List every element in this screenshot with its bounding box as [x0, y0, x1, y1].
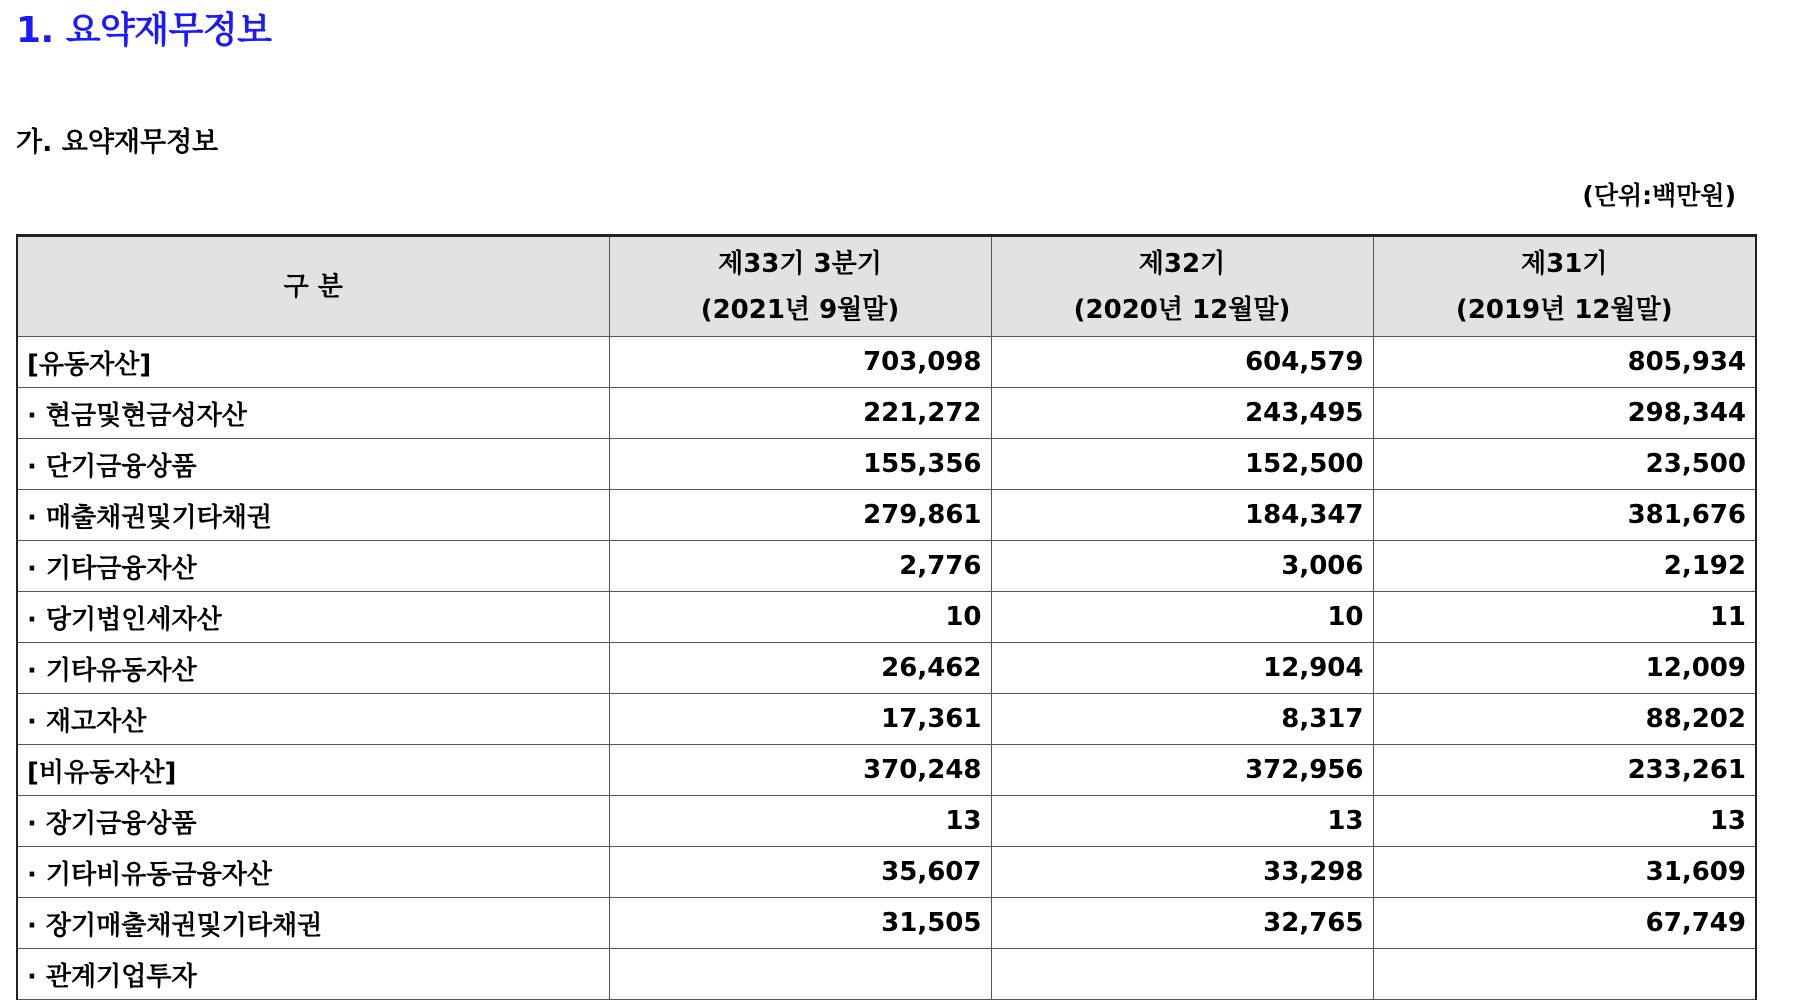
row-value: 11	[1373, 592, 1756, 643]
header-period-date: (2020년 12월말)	[1073, 294, 1291, 325]
financial-summary-table	[16, 234, 1757, 1000]
row-value	[991, 949, 1373, 1000]
row-value: 152,500	[991, 439, 1373, 490]
row-label: · 장기금융상품	[17, 796, 609, 847]
header-row	[17, 236, 1756, 337]
row-label: [유동자산]	[17, 337, 609, 388]
row-value: 604,579	[991, 337, 1373, 388]
row-value	[609, 949, 991, 1000]
header-period-date: (2019년 12월말)	[1455, 294, 1673, 325]
row-value: 8,317	[991, 694, 1373, 745]
row-label: · 매출채권및기타채권	[17, 490, 609, 541]
row-value: 2,776	[609, 541, 991, 592]
unit-note: (단위:백만원)	[1582, 181, 1736, 210]
header-category: 구 분	[17, 236, 609, 337]
row-value: 233,261	[1373, 745, 1756, 796]
row-label: [비유동자산]	[17, 745, 609, 796]
row-value: 2,192	[1373, 541, 1756, 592]
row-label: · 단기금융상품	[17, 439, 609, 490]
row-value: 13	[991, 796, 1373, 847]
table-row	[17, 847, 1756, 898]
document-title: 1. 요약재무정보	[16, 10, 272, 51]
table-row	[17, 337, 1756, 388]
row-value	[1373, 949, 1756, 1000]
row-value: 35,607	[609, 847, 991, 898]
header-period	[991, 236, 1373, 337]
row-label: · 당기법인세자산	[17, 592, 609, 643]
row-value: 17,361	[609, 694, 991, 745]
row-label: · 기타유동자산	[17, 643, 609, 694]
row-value: 13	[609, 796, 991, 847]
table-row	[17, 796, 1756, 847]
row-value: 279,861	[609, 490, 991, 541]
header-period-label: 제32기	[1138, 248, 1226, 279]
row-value: 381,676	[1373, 490, 1756, 541]
table-row	[17, 541, 1756, 592]
table-row	[17, 439, 1756, 490]
table-row	[17, 643, 1756, 694]
header-period-date: (2021년 9월말)	[700, 294, 900, 325]
row-value: 243,495	[991, 388, 1373, 439]
row-label: · 기타비유동금융자산	[17, 847, 609, 898]
table-row	[17, 694, 1756, 745]
table-row	[17, 898, 1756, 949]
row-value: 370,248	[609, 745, 991, 796]
row-label: · 기타금융자산	[17, 541, 609, 592]
row-value: 33,298	[991, 847, 1373, 898]
row-value: 184,347	[991, 490, 1373, 541]
row-value: 703,098	[609, 337, 991, 388]
row-value: 805,934	[1373, 337, 1756, 388]
header-period-label: 제33기 3분기	[718, 248, 882, 279]
row-value: 31,609	[1373, 847, 1756, 898]
row-value: 10	[991, 592, 1373, 643]
row-value: 31,505	[609, 898, 991, 949]
row-value: 13	[1373, 796, 1756, 847]
row-value: 3,006	[991, 541, 1373, 592]
row-value: 67,749	[1373, 898, 1756, 949]
row-label: · 재고자산	[17, 694, 609, 745]
row-value: 12,009	[1373, 643, 1756, 694]
row-value: 155,356	[609, 439, 991, 490]
table-row	[17, 949, 1756, 1000]
row-value: 26,462	[609, 643, 991, 694]
row-value: 372,956	[991, 745, 1373, 796]
header-period	[609, 236, 991, 337]
section-title: 가. 요약재무정보	[16, 127, 219, 158]
row-value: 10	[609, 592, 991, 643]
table-row	[17, 745, 1756, 796]
row-label: · 장기매출채권및기타채권	[17, 898, 609, 949]
table-row	[17, 592, 1756, 643]
row-value: 298,344	[1373, 388, 1756, 439]
row-value: 23,500	[1373, 439, 1756, 490]
row-value: 221,272	[609, 388, 991, 439]
row-label: · 관계기업투자	[17, 949, 609, 1000]
table-row	[17, 490, 1756, 541]
header-period-label: 제31기	[1521, 248, 1608, 279]
table-row	[17, 388, 1756, 439]
header-period	[1373, 236, 1756, 337]
row-label: · 현금및현금성자산	[17, 388, 609, 439]
row-value: 88,202	[1373, 694, 1756, 745]
row-value: 12,904	[991, 643, 1373, 694]
row-value: 32,765	[991, 898, 1373, 949]
